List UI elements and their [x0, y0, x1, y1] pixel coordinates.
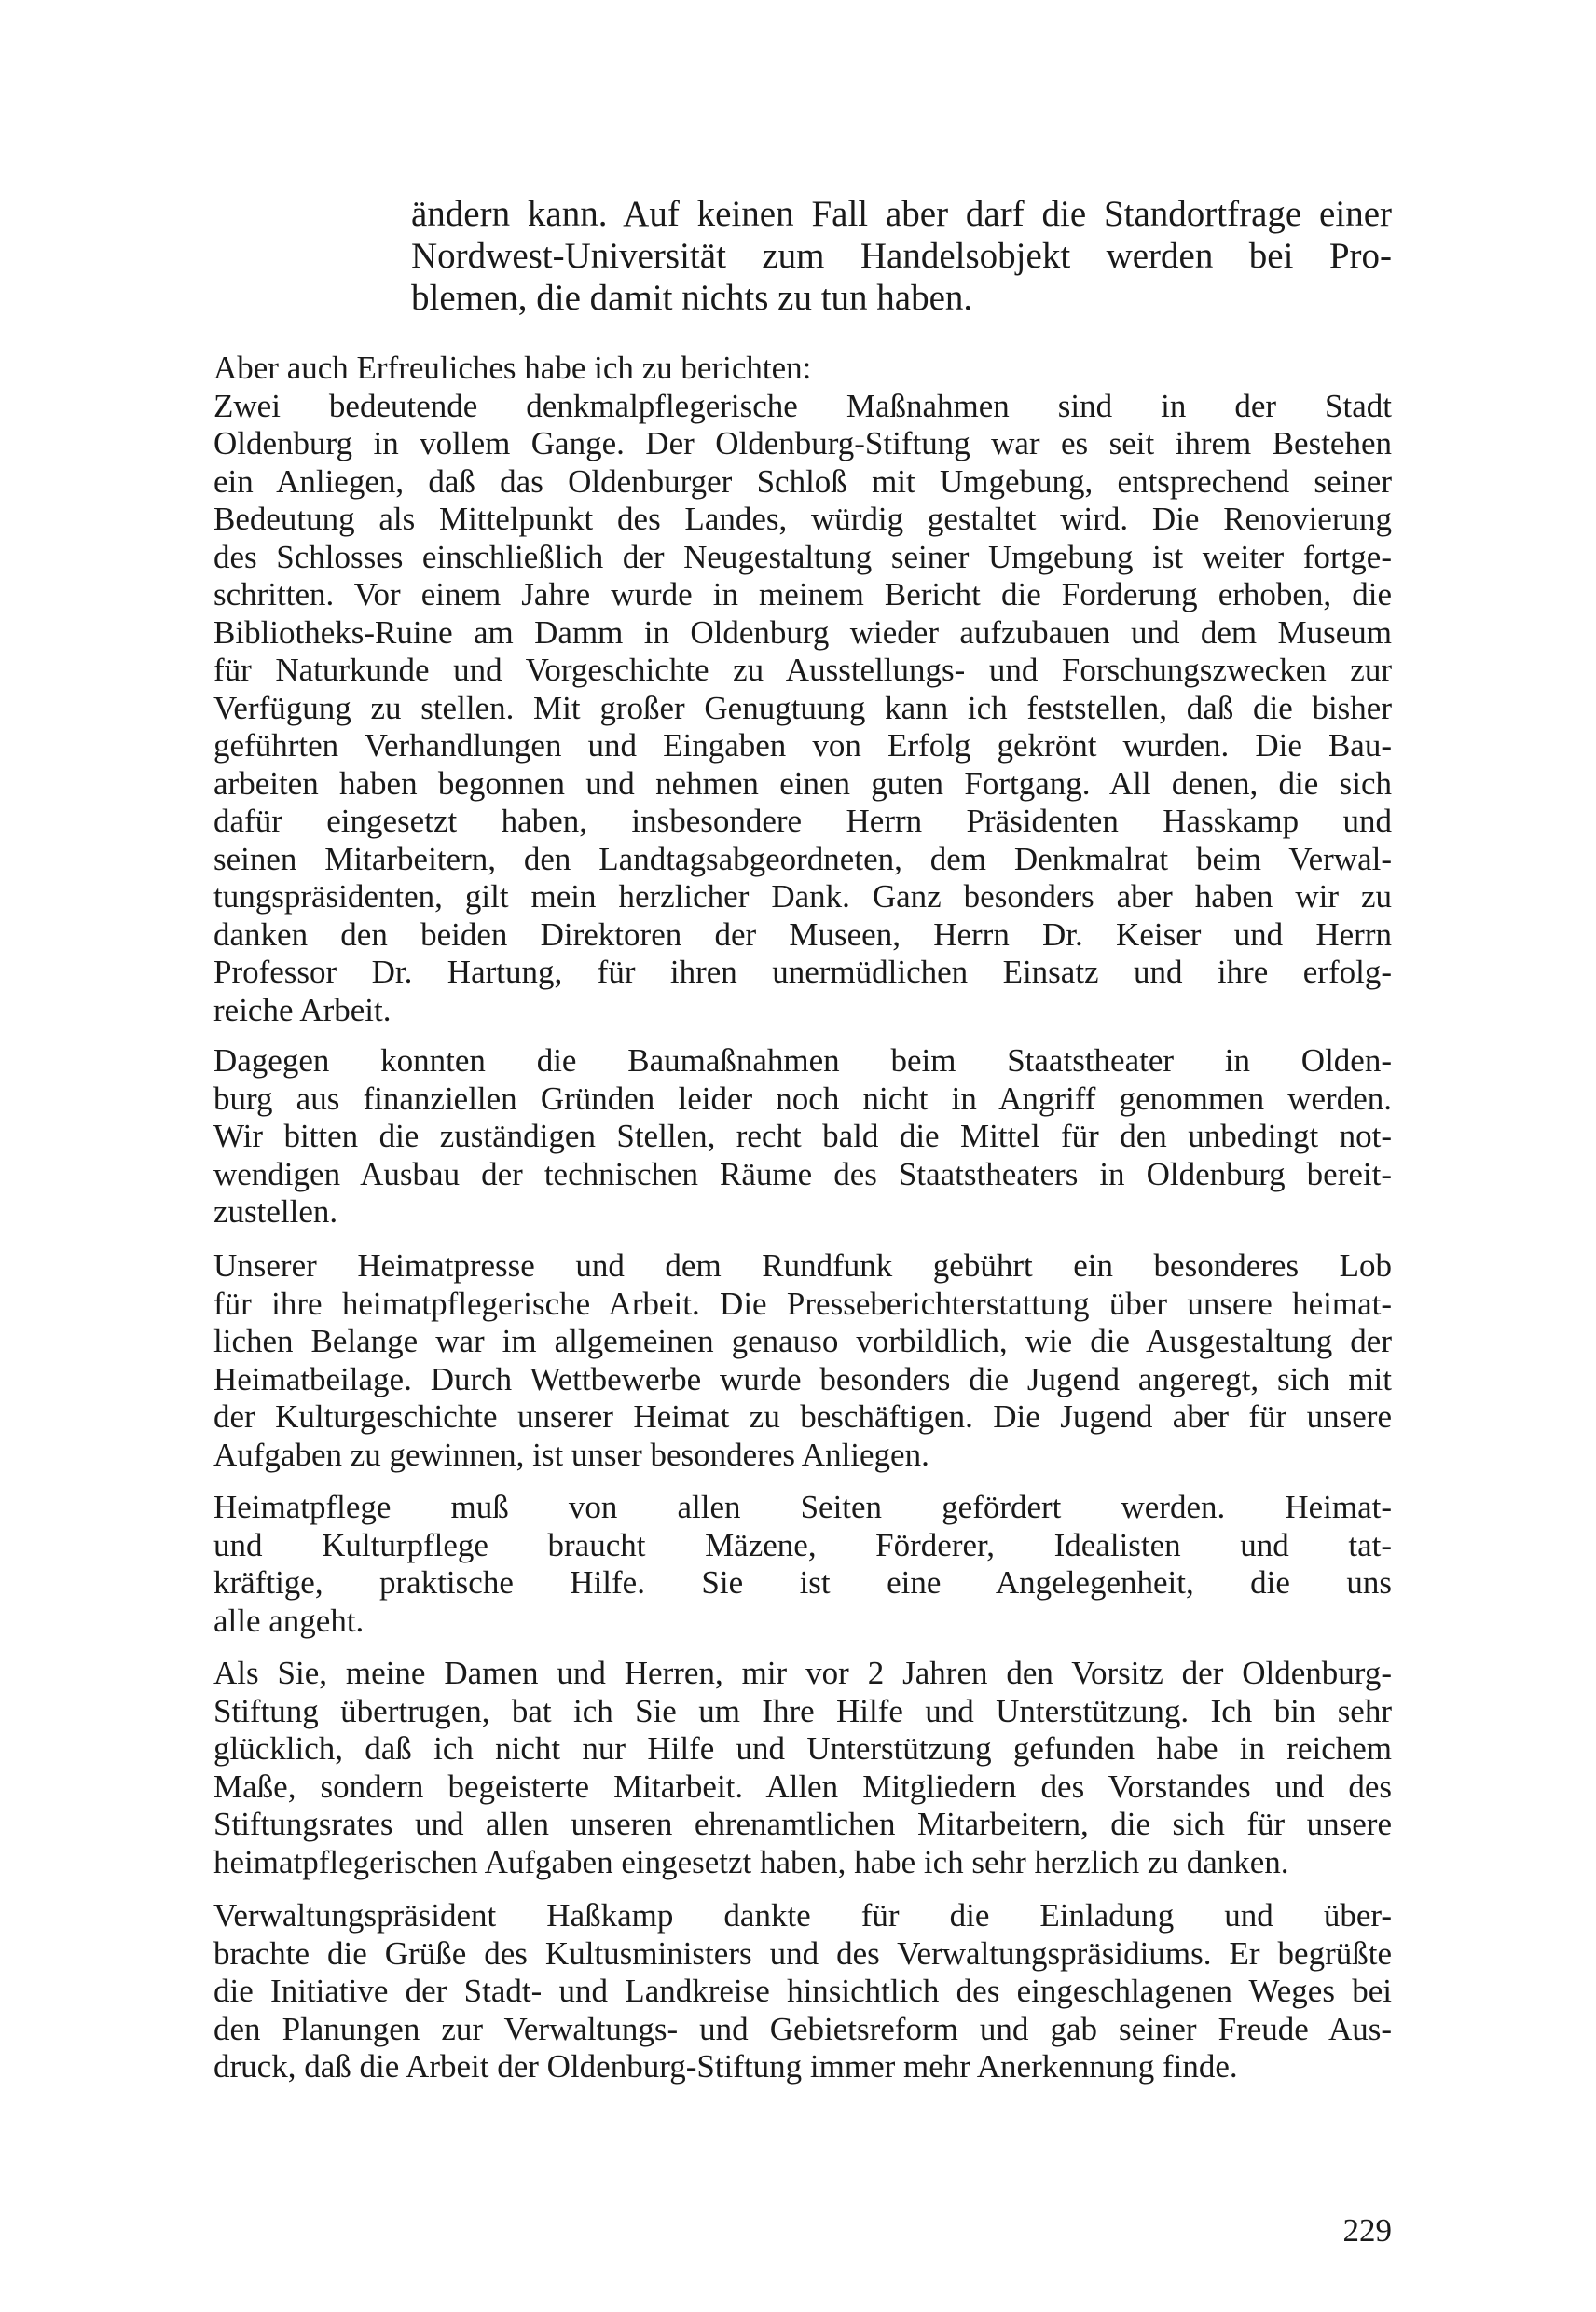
text-line: burg aus finanziellen Gründen leider noch nicht in Angriff genommen werden.	[213, 1080, 1392, 1117]
text-line: ein Anliegen, daß das Oldenburger Schloß mit Umgebung, entsprechend seiner	[213, 462, 1392, 500]
text-line: ändern kann. Auf keinen Fall aber darf die Standortfrage einer	[411, 194, 1392, 234]
text-line: und Kulturpflege braucht Mäzene, Förderer, Idealisten und tat-	[213, 1526, 1392, 1563]
text-line: Bibliotheks-Ruine am Damm in Oldenburg wieder aufzubauen und dem Museum	[213, 613, 1392, 651]
text-line: die Initiative der Stadt- und Landkreise hinsichtlich des eingeschlagenen Weges bei	[213, 1973, 1392, 2009]
text-line: den Planungen zur Verwaltungs- und Gebietsreform und gab seiner Freude Aus-	[213, 2010, 1392, 2047]
text-line: Zwei bedeutende denkmalpflegerische Maßnahmen sind in der Stadt	[213, 387, 1392, 424]
text-line: Heimatbeilage. Durch Wettbewerbe wurde besonders die Jugend angeregt, sich mit	[213, 1360, 1392, 1397]
text-line: Stiftung übertrugen, bat ich Sie um Ihre Hilfe und Unterstützung. Ich bin sehr	[213, 1692, 1392, 1729]
text-line: Unserer Heimatpresse und dem Rundfunk gebührt ein besonderes Lob	[213, 1247, 1392, 1284]
paragraph-heimatpresse	[213, 1247, 1392, 1474]
paragraph-heimatpflege	[213, 1489, 1392, 1640]
text-line: kräftige, praktische Hilfe. Sie ist eine Angelegenheit, die uns	[213, 1564, 1392, 1601]
text-line: Heimatpflege muß von allen Seiten gefördert werden. Heimat-	[213, 1489, 1392, 1525]
paragraph-verwaltungspraesident	[213, 1897, 1392, 2086]
paragraph-dank	[213, 1655, 1392, 1881]
page-number: 229	[1342, 2212, 1392, 2249]
text-line: Verfügung zu stellen. Mit großer Genugtuung kann ich feststellen, daß die bisher	[213, 689, 1392, 726]
text-line: geführten Verhandlungen und Eingaben von Erfolg gekrönt wurden. Die Bau-	[213, 727, 1392, 764]
text-line: dafür eingesetzt haben, insbesondere Herrn Präsidenten Hasskamp und	[213, 803, 1392, 839]
text-line: tungspräsidenten, gilt mein herzlicher Dank. Ganz besonders aber haben wir zu	[213, 878, 1392, 915]
text-line: Dagegen konnten die Baumaßnahmen beim Staatstheater in Olden-	[213, 1042, 1392, 1079]
text-line: für Naturkunde und Vorgeschichte zu Ausstellungs- und Forschungszwecken zur	[213, 652, 1392, 688]
text-line: des Schlosses einschließlich der Neugestaltung seiner Umgebung ist weiter fortge-	[213, 538, 1392, 575]
text-line: reiche Arbeit.	[213, 991, 392, 1028]
text-line: Stiftungsrates und allen unseren ehrenamtlichen Mitarbeitern, die sich für unsere	[213, 1806, 1392, 1842]
text-line: alle angeht.	[213, 1602, 365, 1639]
text-line: seinen Mitarbeitern, den Landtagsabgeordneten, dem Denkmalrat beim Verwal-	[213, 840, 1392, 877]
text-line: druck, daß die Arbeit der Oldenburg-Stiftung immer mehr Anerkennung finde.	[213, 2048, 1238, 2085]
text-line: Als Sie, meine Damen und Herren, mir vor 2 Jahren den Vorsitz der Oldenburg-	[213, 1655, 1392, 1691]
text-line: brachte die Grüße des Kultusministers und des Verwaltungspräsidiums. Er begrüßte	[213, 1934, 1392, 1972]
text-line: Wir bitten die zuständigen Stellen, recht bald die Mittel für den unbedingt not-	[213, 1118, 1392, 1154]
text-line: Aufgaben zu gewinnen, ist unser besonderes Anliegen.	[213, 1436, 929, 1473]
text-line: für ihre heimatpflegerische Arbeit. Die Presseberichterstattung über unsere heimat-	[213, 1285, 1392, 1322]
text-line: Oldenburg in vollem Gange. Der Oldenburg-Stiftung war es seit ihrem Bestehen	[213, 425, 1392, 461]
text-line: glücklich, daß ich nicht nur Hilfe und Unterstützung gefunden habe in reichem	[213, 1730, 1392, 1767]
text-line: Professor Dr. Hartung, für ihren unermüdlichen Einsatz und ihre erfolg-	[213, 954, 1392, 990]
text-line: Maße, sondern begeisterte Mitarbeit. Allen Mitgliedern des Vorstandes und des	[213, 1768, 1392, 1805]
text-line: lichen Belange war im allgemeinen genauso vorbildlich, wie die Ausgestaltung der	[213, 1323, 1392, 1359]
text-line: Nordwest-Universität zum Handelsobjekt werden bei Pro-	[411, 236, 1392, 276]
text-line: schritten. Vor einem Jahre wurde in meinem Bericht die Forderung erhoben, die	[213, 576, 1392, 612]
text-line: zustellen.	[213, 1193, 338, 1230]
paragraph-denkmalpflege	[213, 350, 1392, 1029]
text-line: der Kulturgeschichte unserer Heimat zu beschäftigen. Die Jugend aber für unsere	[213, 1398, 1392, 1435]
text-line: arbeiten haben begonnen und nehmen einen guten Fortgang. All denen, die sich	[213, 764, 1392, 802]
paragraph-continuation	[411, 193, 1392, 319]
paragraph-staatstheater	[213, 1042, 1392, 1232]
text-line: Verwaltungspräsident Haßkamp dankte für die Einladung und über-	[213, 1897, 1392, 1934]
text-line: danken den beiden Direktoren der Museen, Herrn Dr. Keiser und Herrn	[213, 915, 1392, 953]
text-line: Aber auch Erfreuliches habe ich zu berichten:	[213, 350, 812, 386]
text-line: Bedeutung als Mittelpunkt des Landes, würdig gestaltet wird. Die Renovierung	[213, 501, 1392, 537]
text-line: blemen, die damit nichts zu tun haben.	[411, 278, 973, 318]
text-line: heimatpflegerischen Aufgaben eingesetzt haben, habe ich sehr herzlich zu danken.	[213, 1843, 1289, 1880]
text-line: wendigen Ausbau der technischen Räume des Staatstheaters in Oldenburg bereit-	[213, 1155, 1392, 1192]
